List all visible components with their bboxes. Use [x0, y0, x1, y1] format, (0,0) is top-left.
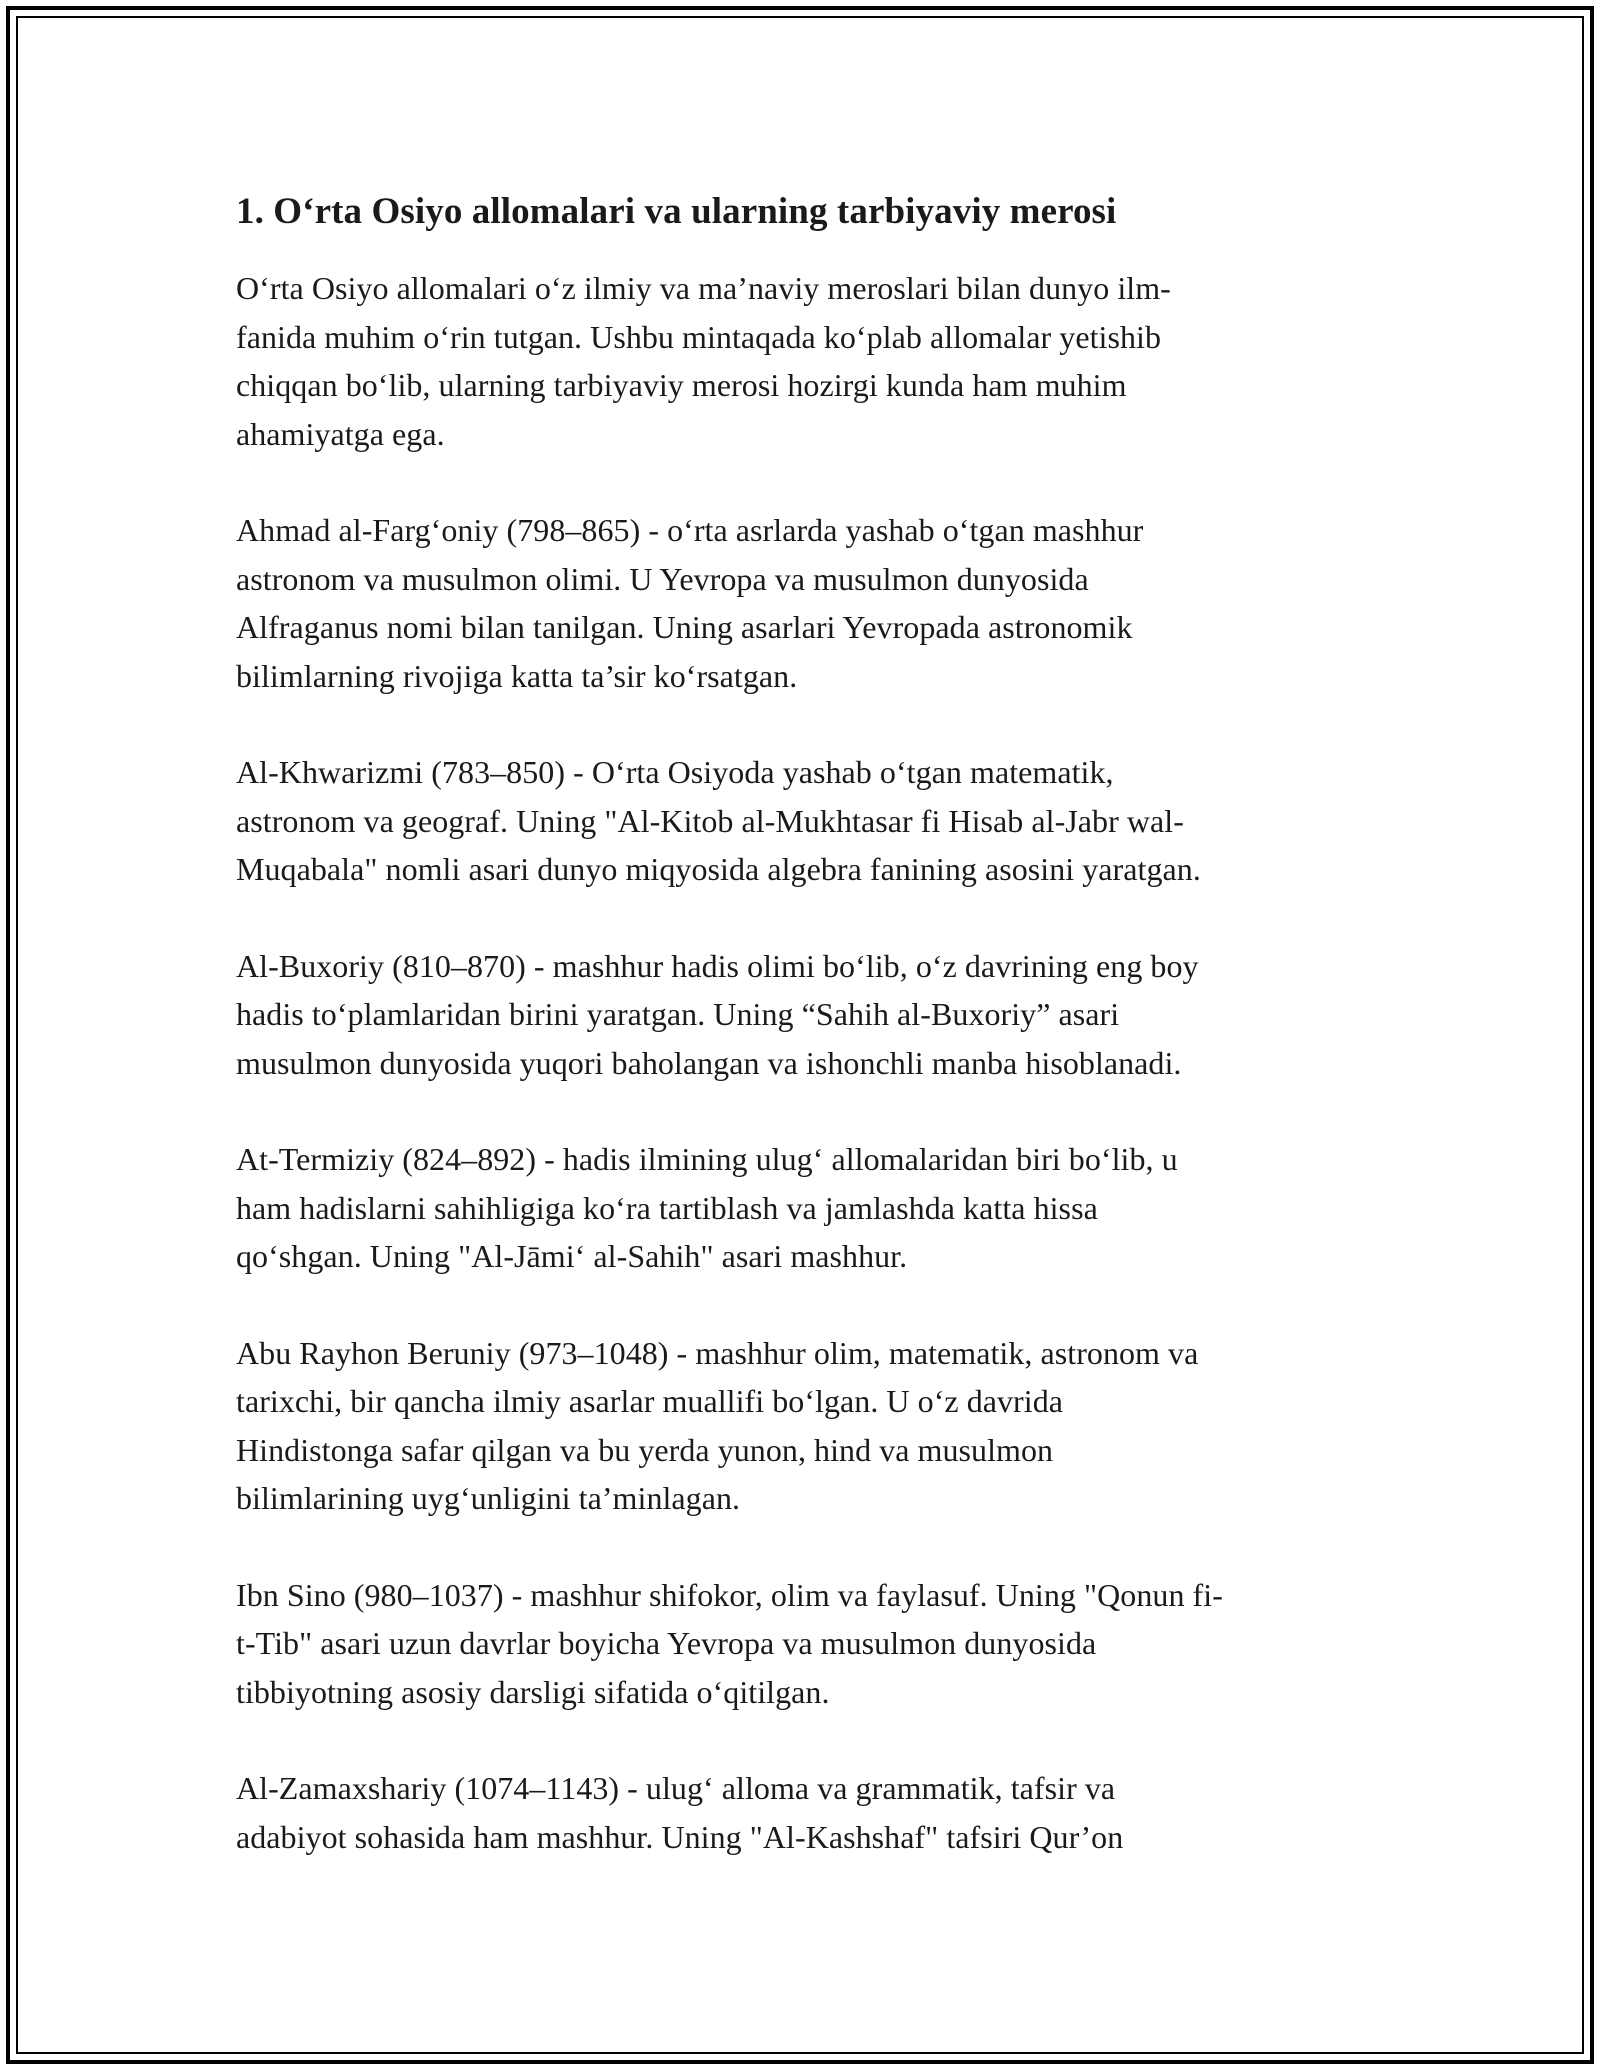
paragraph-line: hadis to‘plamlaridan birini yaratgan. Uning “Sahih al-Buxoriy” asari [236, 996, 1120, 1032]
paragraph-line: Abu Rayhon Beruniy (973–1048) - mashhur olim, matematik, astronom va [236, 1334, 1199, 1371]
paragraph-line: Muqabala" nomli asari dunyo miqyosida algebra fanining asosini yaratgan. [236, 851, 1201, 887]
paragraph-line: t-Tib" asari uzun davrlar boyicha Yevropa va musulmon dunyosida [236, 1625, 1097, 1661]
paragraph-line: Al-Khwarizmi (783–850) - O‘rta Osiyoda yashab o‘tgan matematik, [236, 754, 1114, 790]
paragraph [236, 942, 1376, 1088]
section-title: 1. O‘rta Osiyo allomalari va ularning tarbiyaviy merosi [236, 191, 1117, 232]
paragraph-line: musulmon dunyosida yuqori baholangan va ishonchli manba hisoblanadi. [236, 1044, 1182, 1081]
paragraph-line: Hindistonga safar qilgan va bu yerda yunon, hind va musulmon [236, 1431, 1054, 1468]
paragraph-line: Al-Zamaxshariy (1074–1143) - ulug‘ alloma va grammatik, tafsir va [236, 1770, 1116, 1806]
paragraph-line: bilimlarning rivojiga katta ta’sir ko‘rsatgan. [236, 657, 798, 694]
paragraph-line: astronom va geograf. Uning "Al-Kitob al-Mukhtasar fi Hisab al-Jabr wal- [236, 802, 1184, 839]
paragraph-line: ahamiyatga ega. [236, 415, 445, 452]
paragraph-line: chiqqan bo‘lib, ularning tarbiyaviy merosi hozirgi kunda ham muhim [236, 367, 1127, 403]
document-body [236, 188, 1376, 1909]
paragraph-list [236, 264, 1376, 1861]
paragraph [236, 1764, 1376, 1861]
paragraph-line: bilimlarining uyg‘unligini ta’minlagan. [236, 1480, 741, 1516]
paragraph [236, 748, 1376, 894]
paragraph [236, 506, 1376, 700]
paragraph-line: Alfraganus nomi bilan tanilgan. Uning asarlari Yevropada astronomik [236, 609, 1133, 645]
paragraph [236, 264, 1376, 458]
paragraph-line: qo‘shgan. Uning "Al-Jāmi‘ al-Sahih" asari mashhur. [236, 1238, 908, 1274]
paragraph-line: ham hadislarni sahihligiga ko‘ra tartiblash va jamlashda katta hissa [236, 1189, 1098, 1226]
paragraph-line: adabiyot sohasida ham mashhur. Uning "Al-Kashshaf" tafsiri Qur’on [236, 1818, 1124, 1855]
paragraph-line: tarixchi, bir qancha ilmiy asarlar muallifi bo‘lgan. U o‘z davrida [236, 1383, 1064, 1419]
paragraph [236, 1329, 1376, 1523]
paragraph-line: O‘rta Osiyo allomalari o‘z ilmiy va ma’naviy meroslari bilan dunyo ilm- [236, 270, 1171, 306]
paragraph-line: Ahmad al-Farg‘oniy (798–865) - o‘rta asrlarda yashab o‘tgan mashhur [236, 512, 1144, 548]
paragraph-line: Ibn Sino (980–1037) - mashhur shifokor, olim va faylasuf. Uning "Qonun fi- [236, 1576, 1223, 1613]
paragraph-line: tibbiyotning asosiy darsligi sifatida o‘qitilgan. [236, 1673, 830, 1710]
paragraph-line: Al-Buxoriy (810–870) - mashhur hadis olimi bo‘lib, o‘z davrining eng boy [236, 947, 1199, 984]
paragraph [236, 1571, 1376, 1717]
paragraph-line: fanida muhim o‘rin tutgan. Ushbu mintaqada ko‘plab allomalar yetishib [236, 318, 1162, 355]
paragraph-line: astronom va musulmon olimi. U Yevropa va musulmon dunyosida [236, 560, 1089, 597]
paragraph-line: At-Termiziy (824–892) - hadis ilmining ulug‘ allomalaridan biri bo‘lib, u [236, 1141, 1178, 1177]
paragraph [236, 1135, 1376, 1281]
